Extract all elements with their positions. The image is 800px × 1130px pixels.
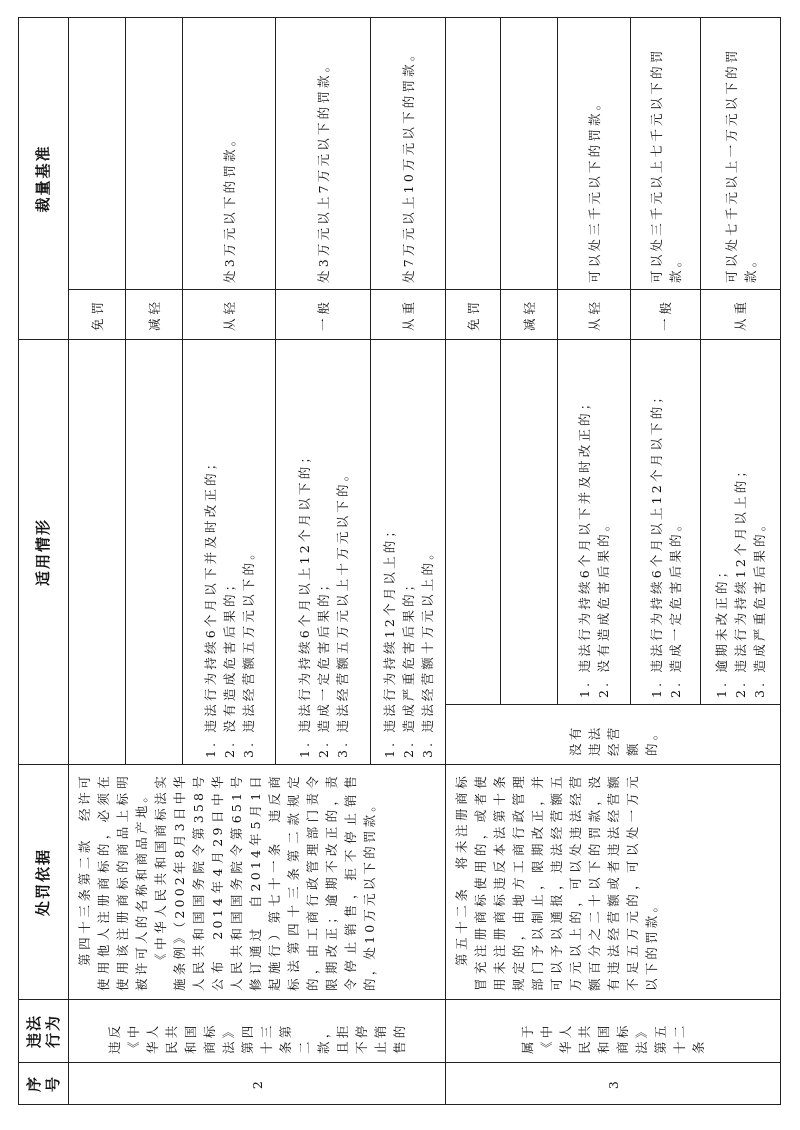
discretion-standard [126,17,183,289]
discretion-level: 减轻 [501,289,558,339]
condition-item: 3. 违法经营额五万元以下的。 [240,544,256,758]
discretion-standard: 处7万元以上10万元以下的罚款。 [371,17,446,289]
condition-item: 2. 没有造成危害后果的。 [596,515,611,698]
discretion-level: 一般 [276,289,371,339]
discretion-standard [69,17,126,289]
situation-conditions [126,339,183,764]
condition-item: 3. 违法经营额十万元以上的。 [419,544,435,758]
header-row [19,17,69,1104]
discretion-standard: 可以处三千元以下的罚款。 [558,17,631,289]
discretion-level: 免罚 [69,289,126,339]
situation-conditions [276,339,371,764]
discretion-level: 从轻 [558,289,631,339]
penalty-basis [446,765,781,1000]
discretion-level: 从重 [371,289,446,339]
condition-item: 2. 没有造成危害后果的； [221,575,237,758]
condition-item: 1. 违法行为持续6个月以上12个月以下的； [296,447,312,758]
header-no: 序号 [19,1063,69,1105]
situation-conditions [558,339,631,704]
condition-item: 2. 违法行为持续12个月以上的； [733,461,748,698]
discretion-level: 从轻 [183,289,276,339]
condition-item: 1. 逾期未改正的； [714,562,729,698]
basis-paragraph: 第四十三条第二款 经许可使用他人注册商标的，必须在使用该注册商标的商品上标明被许可人的名称和商品产地。 [77,773,149,991]
discretion-level: 减轻 [126,289,183,339]
header-basis: 处罚依据 [19,765,69,1000]
table-row [69,17,126,1104]
row-number: 3 [446,1063,781,1105]
penalty-basis [69,765,446,1000]
discretion-level: 一般 [631,289,701,339]
row-number: 2 [69,1063,446,1105]
header-situation: 适用情形 [19,339,69,764]
situation-conditions [183,339,276,764]
table-row [446,17,501,1104]
discretion-standard: 处3万元以上7万元以下的罚款。 [276,17,371,289]
discretion-standard: 处3万元以下的罚款。 [183,17,276,289]
situation-conditions [501,339,558,704]
condition-item: 2. 造成一定危害后果的； [315,575,331,758]
header-behavior: 违法行为 [19,1000,69,1063]
situation-conditions [631,339,701,704]
situation-conditions [446,339,501,704]
condition-item: 1. 违法行为持续6个月以上12个月以下的； [648,387,664,698]
header-standard: 裁量基准 [19,17,69,339]
basis-paragraph: 第五十二条 将未注册商标冒充注册商标使用的，或者使用未注册商标违反本法第十条规定的，由地方工商行政管理部门予以制止，限期改正，并可以予以通报，违法经营额五万元以上的，可以处违法经营额百分之二十以下的罚款，没有违法经营额或者违法经营额不足五万元的，可以处一万元以下的罚款。 [454,773,659,991]
discretion-standard: 可以处三千元以上七千元以下的罚款。 [631,17,701,289]
condition-item: 2. 造成严重危害后果的； [400,575,416,758]
situation-conditions [701,339,781,704]
condition-item: 3. 违法经营额五万元以上十万元以下的。 [334,465,350,758]
situation-conditions [69,339,126,764]
condition-item: 3. 造成严重危害后果的。 [752,515,767,698]
basis-paragraph: 《中华人民共和国商标法实施条例》（2002年8月3日中华人民共和国国务院令第358号公布 2014年4月29日中华人民共和国国务院令第651号修订通过 自2014年5月1日起施行）第七十一条 违反商标法第四十三条第二款规定的，由工商行政管理部门责令限期改正；逾期不改正的，责令停止销售，拒不停止销售的，处10万元以下的罚款。 [153,773,377,991]
condition-item: 1. 违法行为持续12个月以上的； [381,521,397,758]
discretion-level: 免罚 [446,289,501,339]
discretion-standard [446,17,501,289]
condition-item: 1. 违法行为持续6个月以下并及时改正的； [202,454,218,758]
situation-common: 没有违法经营额的。 [446,705,781,765]
discretion-level: 从重 [701,289,781,339]
violation-behavior: 违反《中华人民共和国商标法》第四十三条第二款，且拒不停止销售的 [69,1000,446,1063]
situation-conditions [371,339,446,764]
penalty-discretion-table [18,17,781,1105]
discretion-standard [501,17,558,289]
discretion-standard: 可以处七千元以上一万元以下的罚款。 [701,17,781,289]
condition-item: 1. 违法行为持续6个月以下并及时改正的； [577,394,592,698]
condition-item: 2. 造成一定危害后果的。 [667,515,683,698]
violation-behavior: 属于《中华人民共和国商标法》第五十二条 [446,1000,781,1063]
